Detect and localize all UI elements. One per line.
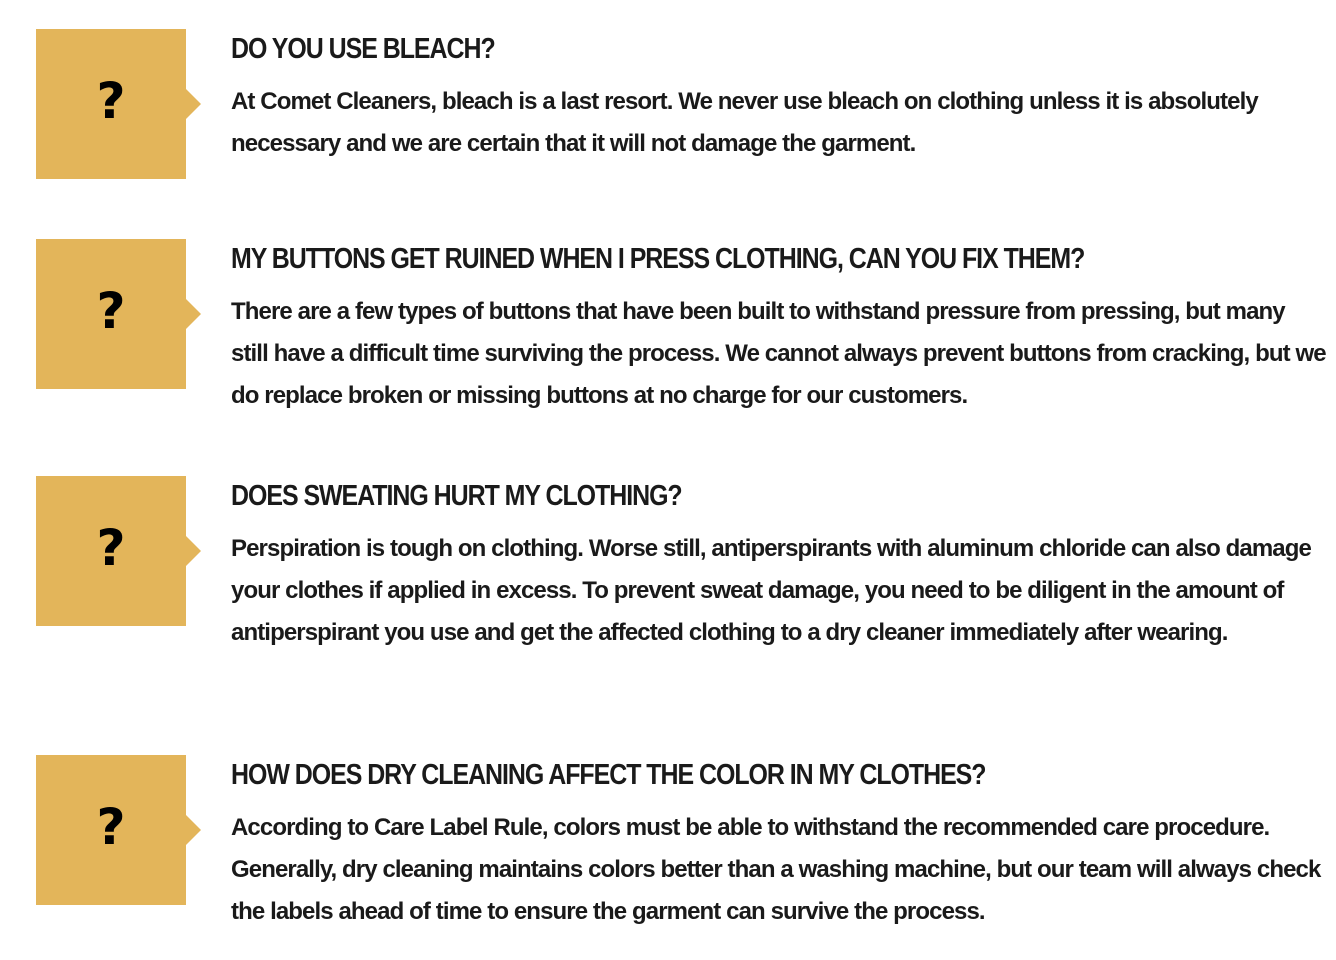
question-badge xyxy=(36,755,186,905)
question-mark-icon: ? xyxy=(96,519,126,577)
question-mark-icon: ? xyxy=(96,72,126,130)
question-badge xyxy=(36,29,186,179)
question-mark-icon: ? xyxy=(96,282,126,340)
faq-question: DOES SWEATING HURT MY CLOTHING? xyxy=(231,480,682,512)
faq-answer: There are a few types of buttons that have been built to withstand pressure from pressing, but many still have a difficult time surviving the process. We cannot always prevent buttons from cracking, but we do replace broken or missing buttons at no charge for our customers. xyxy=(231,298,1326,409)
faq-content xyxy=(231,476,1326,654)
faq-answer: According to Care Label Rule, colors must be able to withstand the recommended care procedure. Generally, dry cleaning maintains colors better than a washing machine, but our team will always check the labels ahead of time to ensure the garment can survive the process. xyxy=(231,814,1321,925)
question-badge xyxy=(36,476,186,626)
faq-question: DO YOU USE BLEACH? xyxy=(231,33,495,65)
faq-content xyxy=(231,755,1326,933)
faq-question: MY BUTTONS GET RUINED WHEN I PRESS CLOTHING, CAN YOU FIX THEM? xyxy=(231,243,1085,275)
faq-answer: Perspiration is tough on clothing. Worse still, antiperspirants with aluminum chloride can also damage your clothes if applied in excess. To prevent sweat damage, you need to be diligent in the amount of antiperspirant you use and get the affected clothing to a dry cleaner immediately after wearing. xyxy=(231,535,1311,646)
faq-answer: At Comet Cleaners, bleach is a last resort. We never use bleach on clothing unless it is absolutely necessary and we are certain that it will not damage the garment. xyxy=(231,88,1258,157)
faq-question: HOW DOES DRY CLEANING AFFECT THE COLOR IN MY CLOTHES? xyxy=(231,759,986,791)
faq-content xyxy=(231,239,1326,417)
faq-content xyxy=(231,29,1326,165)
question-mark-icon: ? xyxy=(96,798,126,856)
question-badge xyxy=(36,239,186,389)
